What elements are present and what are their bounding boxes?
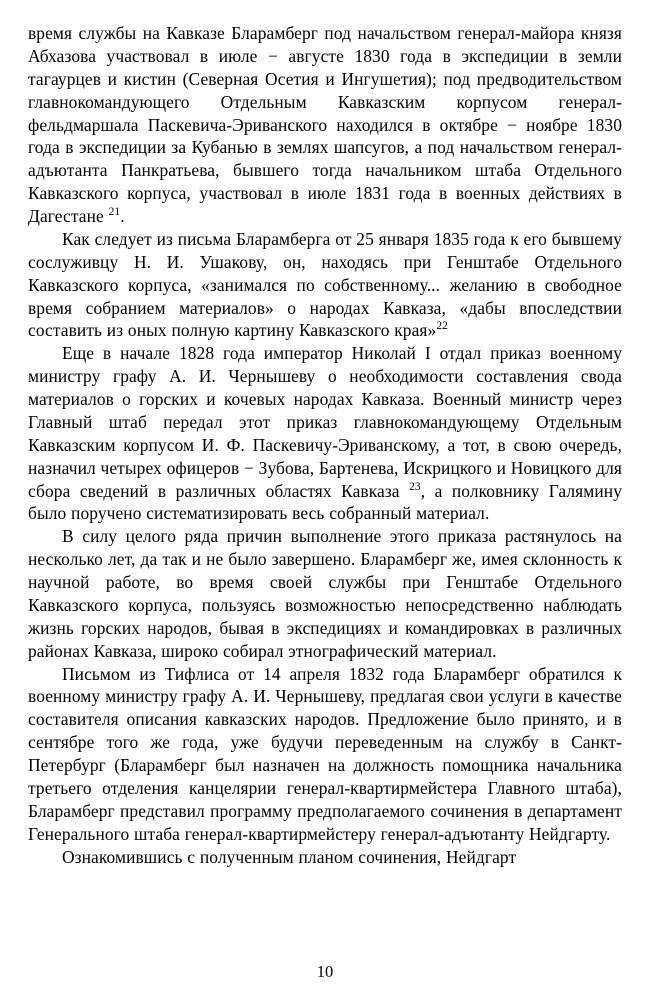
paragraph-6 (28, 846, 622, 869)
paragraph-5 (28, 663, 622, 846)
footnote-ref-21: 21 (108, 206, 121, 219)
paragraph-1-tail: . (120, 206, 125, 226)
paragraph-4-text: В силу целого ряда причин выполнение этого приказа растянулось на несколько лет, да так и не было завершено. Бларамберг же, имея склонность к научной работе, во время своей службы при Генштабе Отдельного Кавказского корпуса, пользуясь возможностью непосредственно наблюдать жизнь горских народов, бывая в экспедициях и командировках в различных районах Кавказа, широко собирал этнографический материал. (28, 526, 622, 661)
paragraph-4 (28, 525, 622, 662)
page-body (28, 22, 622, 868)
paragraph-3 (28, 342, 622, 525)
page-number: 10 (316, 962, 334, 981)
paragraph-2 (28, 228, 622, 342)
paragraph-3-text: Еще в начале 1828 года император Николай I отдал приказ военному министру графу А. И. Чернышеву о необходимости составления свода материалов о горских и кочевых народах Кавказа. Военный министр через Главный штаб передал этот приказ главнокомандующему Отдельным Кавказским корпусом И. Ф. Паскевичу-Эриванскому, а тот, в свою очередь, назначил четырех офицеров − Зубова, Бартенева, Искрицкого и Новицкого для сбора сведений в различных областях Кавказа (28, 343, 623, 501)
paragraph-3-tail: , а полковнику Галямину было поручено систематизировать весь собранный материал. (28, 480, 622, 524)
paragraph-6-text: Ознакомившись с полученным планом сочинения, Нейдгарт (62, 846, 517, 867)
paragraph-2-text: Как следует из письма Бларамберга от 25 января 1835 года к его бывшему сослуживцу Н. И. Ушакову, он, находясь при Генштабе Отдельного Кавказского корпуса, «занимался по собственному... желанию в свободное время собранием материалов» о народах Кавказа, «дабы впоследствии составить из оных полную картину Кавказского края» (28, 228, 622, 341)
footnote-ref-22: 22 (436, 320, 448, 333)
paragraph-1 (28, 22, 622, 228)
paragraph-1-text: время службы на Кавказе Бларамберг под начальством генерал-майора князя Абхазова участвовал в июле − августе 1830 года в экспедиции в земли тагаурцев и кистин (Северная Осетия и Ингушетия); под предводительством главнокомандующего Отдельным Кавказским корпусом генерал-фельдмаршала Паскевича-Эриванского находился в октябре − ноябре 1830 года в экспедиции за Кубанью в землях шапсугов, а под начальством генерал-адъютанта Панкратьева, бывшего тогда начальником штаба Отдельного Кавказского корпуса, участвовал в июле 1831 года в военных действиях в Дагестане (28, 23, 622, 226)
footnote-ref-23: 23 (409, 480, 421, 493)
paragraph-5-text: Письмом из Тифлиса от 14 апреля 1832 года Бларамберг обратился к военному министру графу А. И. Чернышеву, предлагая свои услуги в качестве составителя описания кавказских народов. Предложение было принято, и в сентябре того же года, уже будучи переведенным на службу в Санкт-Петербург (Бларамберг был назначен на должность помощника начальника третьего отделения канцелярии генерал-квартирмейстера Главного штаба), Бларамберг представил программу предполагаемого сочинения в департамент Генерального штаба генерал-квартирмейстеру генерал-адъютанту Нейдгарту. (28, 663, 622, 844)
